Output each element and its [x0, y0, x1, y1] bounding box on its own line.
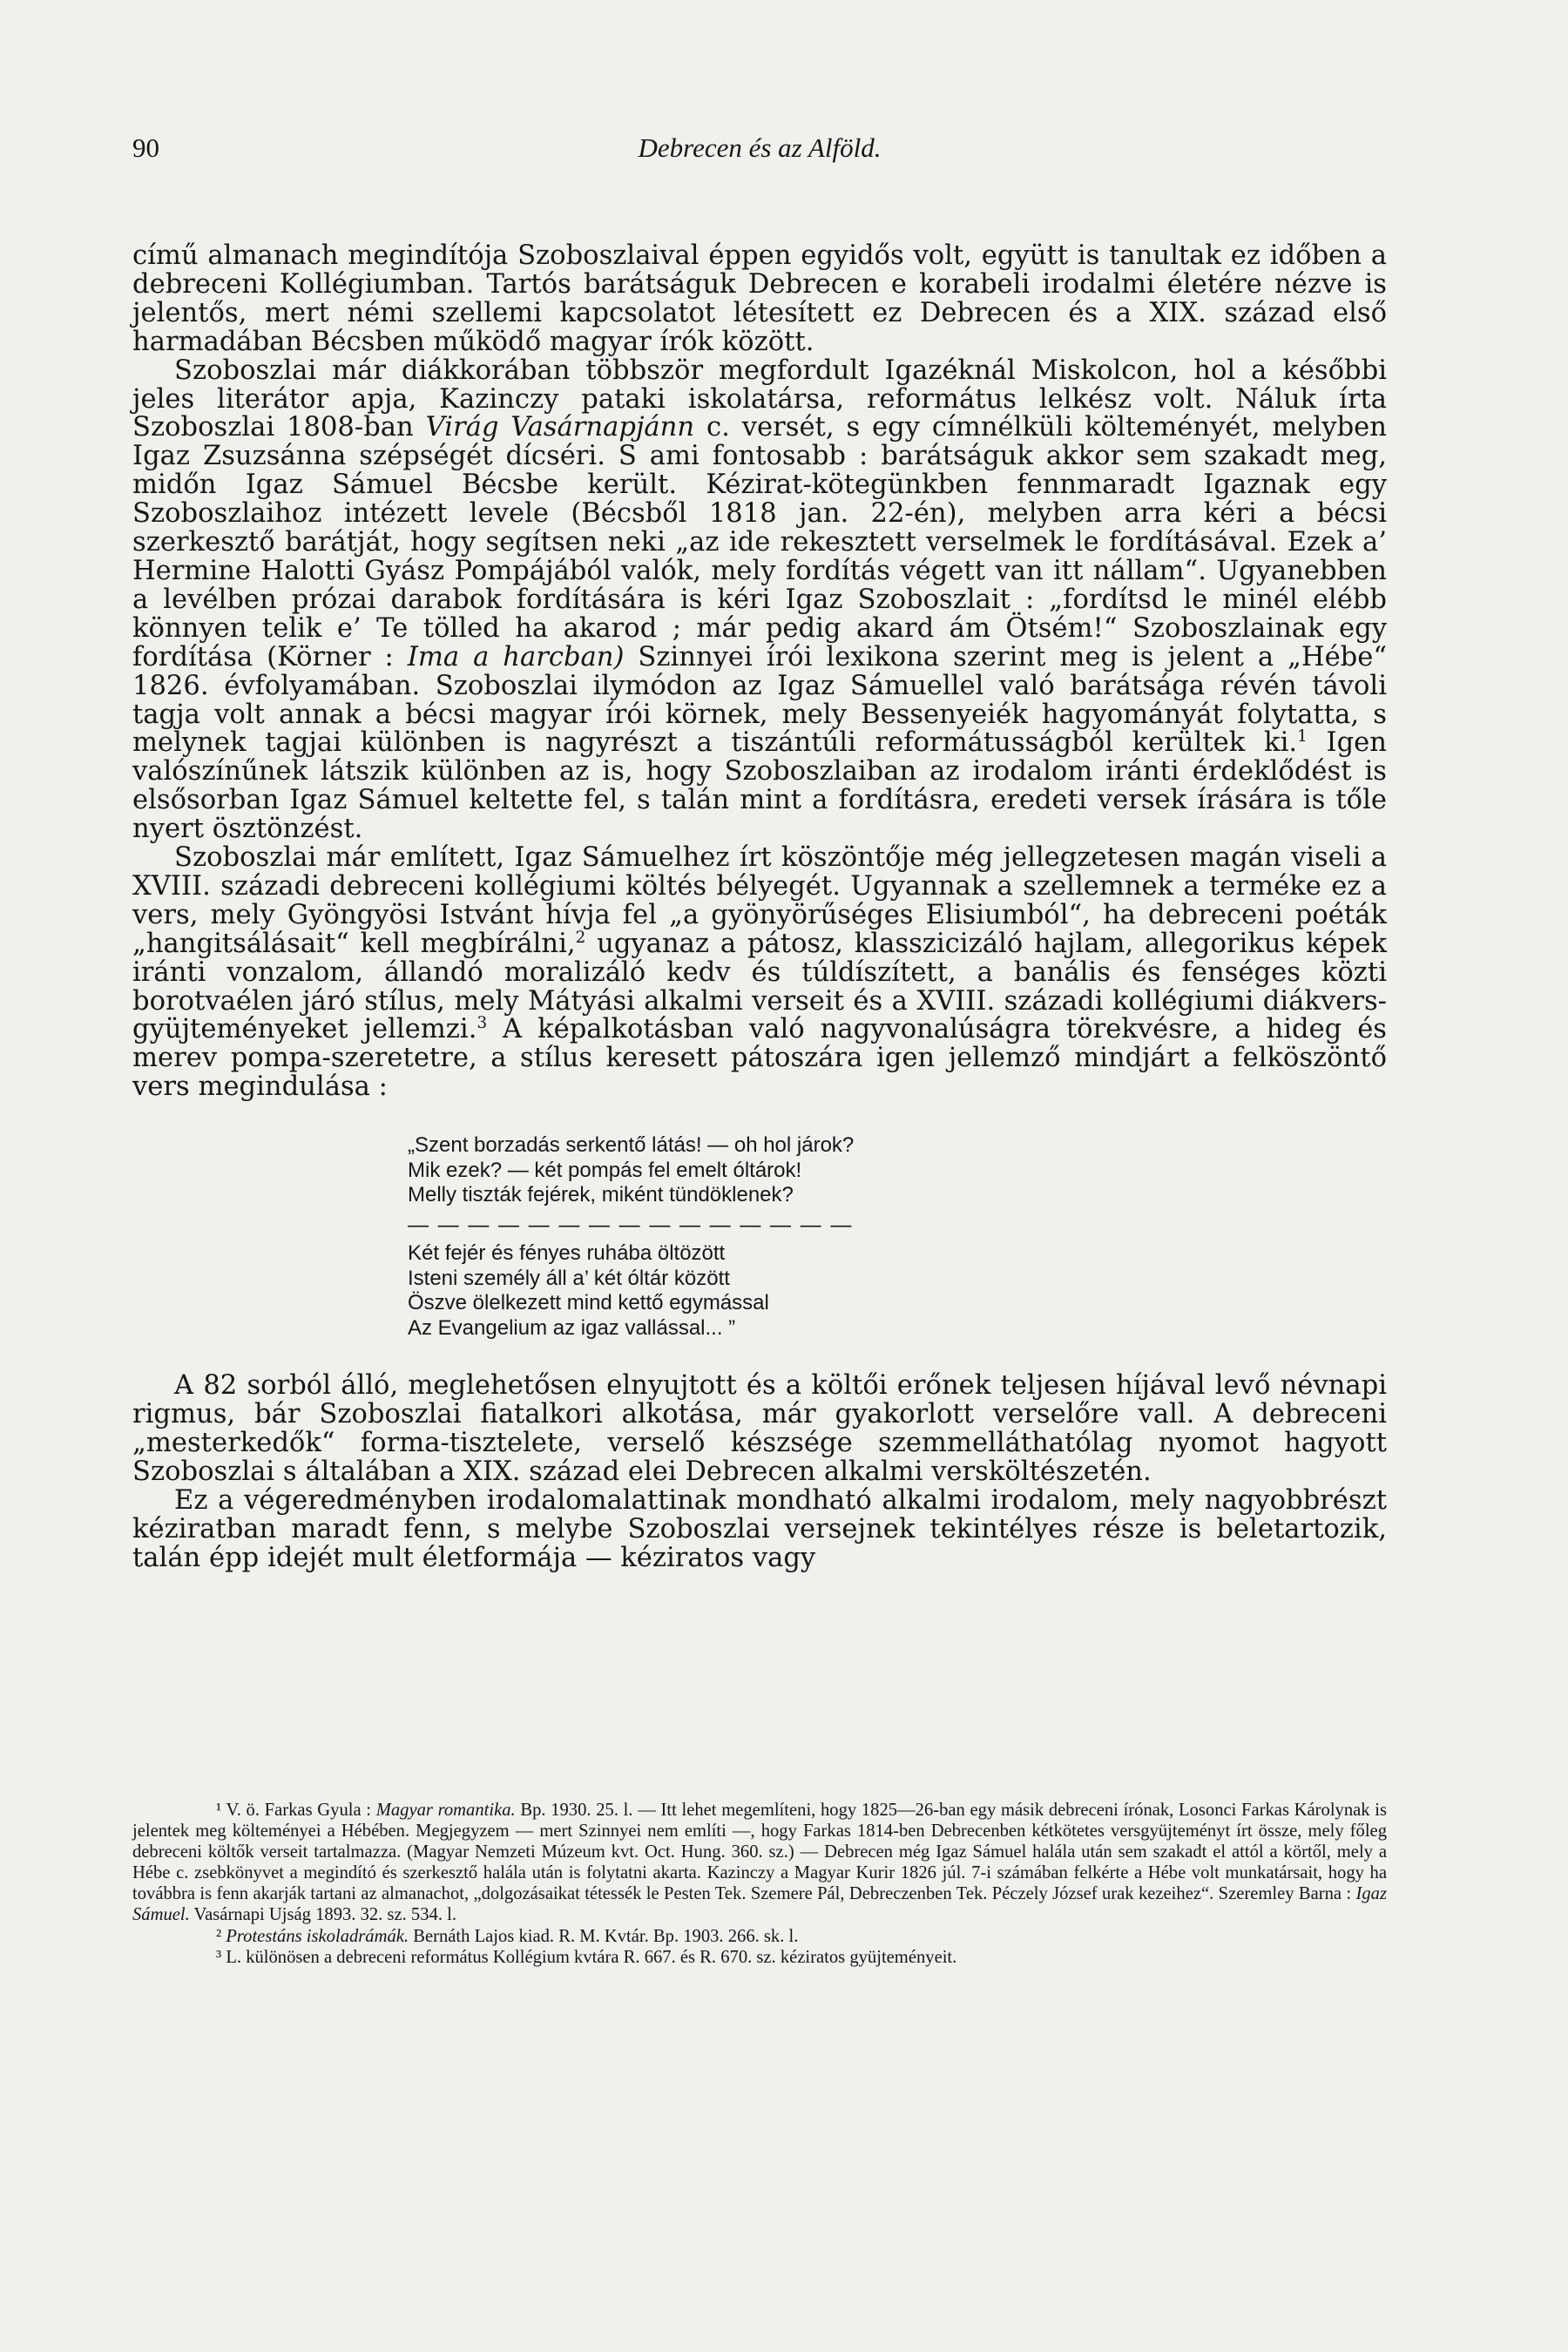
italic-title: Igaz Sámuel. — [132, 1884, 1387, 1925]
paragraph — [132, 1372, 1387, 1487]
text-run: Szinnyei írói lexikona szerint meg is jelent a „Hébe“ 1826. évfolyamában. Szoboszlai ilymódon az Igaz Sámuellel való barátsága révén távoli tagja volt annak a bécsi magyar írói körnek, mely Bessenyeiék hagyományát folytatta, s melynek tagjai különben is nagyrészt a tiszántúli reformátusságból kerültek ki. — [132, 641, 1388, 759]
text-run: ugyanaz a pátosz, klasszicizáló hajlam, allegorikus képek iránti vonzalom, állandó moralizáló kedv és túldíszített, a banális és fenséges közti borotvaélen járó stílus, mely Mátyási alkalmi verseit és a XVIII. századi kollégiumi diákvers-gyüjteményeket jellemzi. — [132, 928, 1387, 1045]
poem-stanza-a — [408, 1133, 1387, 1208]
paragraph — [132, 357, 1387, 844]
poem-line: Mik ezek? — két pompás fel emelt óltárok! — [408, 1158, 802, 1182]
paragraph — [132, 1484, 1387, 1573]
paragraphs-after-poem — [132, 1372, 1387, 1572]
text-run: A képalkotásban való nagyvonalúságra törekvésre, a hideg és merev pompa-szeretetre, a stílus keresett pátoszára igen jellemző mindjárt a felköszöntő vers megindulása : — [132, 1014, 1387, 1103]
text-run: Vasárnapi Ujság 1893. 32. sz. 534. l. — [189, 1905, 456, 1925]
poem-line: Melly tiszták fejérek, miként tündöklenek? — [408, 1183, 794, 1207]
poem-line: Az Evangelium az igaz vallással... ” — [408, 1315, 736, 1340]
footnote — [132, 1926, 1387, 1947]
paragraph — [132, 844, 1387, 1102]
text-run: ² — [216, 1926, 226, 1946]
page-number: 90 — [132, 132, 159, 163]
footnote — [132, 1947, 1387, 1968]
text-run: c. versét, s egy címnélküli költeményét, melyben Igaz Zsuzsánna szépségét dícséri. S ami fontosabb : barátságuk akkor sem szakadt meg, midőn Igaz Sámuel Bécsbe került. Kézirat-kötegünkben fennmaradt Igaznak egy Szoboszlaihoz intézett levele (Bécsből 1818 jan. 22-én), melyben arra kéri a bécsi szerkesztő barátját, hogy segítsen neki „az ide rekesztett verselmek le fordításával. Ezek a’ Hermine Halotti Gyász Pompájából valók, mely fordítás végett van itt nállam“. Ugyanebben a levélben prózai darabok fordítására is kéri Igaz Szoboszlait : „fordítsd le minél elébb könnyen telik e’ Te tölled ha akarod ; már pedig akard ám Ötsém!“ Szoboszlainak egy fordítása (Körner : — [132, 412, 1387, 672]
poem-line: „Szent borzadás serkentő látás! — oh hol járok? — [408, 1133, 855, 1158]
text-run: Szoboszlai már diákkorában többször megfordult Igazéknál Miskolcon, hol a későbbi jeles literátor apja, Kazinczy pataki iskolatársa, református lelkész volt. Náluk írta Szoboszlai 1808-ban — [132, 355, 1387, 443]
footnote — [132, 1800, 1387, 1926]
footnote-ref: 2 — [575, 928, 586, 947]
text-run: Bernáth Lajos kiad. R. M. Kvtár. Bp. 1903. 266. sk. l. — [409, 1926, 799, 1946]
paragraph — [132, 242, 1387, 357]
text-run: ³ L. különösen a debreceni református Kollégium kvtára R. 667. és R. 670. sz. kéziratos gyüjteményeit. — [216, 1947, 957, 1967]
poem-stanza-b — [408, 1241, 1387, 1341]
text-run: A 82 sorból álló, meglehetősen elnyujtott és a költői erőnek teljesen híjával levő névnapi rigmus, bár Szoboszlai fiatalkori alkotása, már gyakorlott verselőre vall. A debreceni „mesterkedők“ forma-tisztelete, verselő készsége szemmelláthatólag nyomot hagyott Szoboszlai s általában a XIX. század elei Debrecen alkalmi versköltészetén. — [132, 1370, 1387, 1487]
text-run: című almanach megindítója Szoboszlaival éppen egyidős volt, együtt is tanultak ez időben a debreceni Kollégiumban. Tartós barátságuk Debrecen e korabeli irodalmi életére nézve is jelentős, mert némi szellemi kapcsolatot létesített ez Debrecen és a XIX. század első harmadában Bécsben működő magyar írók között. — [132, 240, 1387, 357]
poem-line: Öszve ölelkezett mind kettő egymással — [408, 1291, 769, 1315]
poem-line: Két fejér és fényes ruhába öltözött — [408, 1241, 726, 1266]
text-run: Szoboszlai már említett, Igaz Sámuelhez írt köszöntője még jellegzetesen magán viseli a XVIII. századi debreceni kollégiumi költés bélyegét. Ugyannak a szellemnek a terméke ez a vers, mely Gyöngyösi Istvánt hívja fel „a gyönyörűséges Elisiumból“, ha debreceni poéták „hangitsálásait“ kell megbírálni, — [132, 842, 1387, 959]
italic-title: Virág Vasárnapjánn — [425, 412, 695, 443]
poem-line: Isteni személy áll a’ két óltár között — [408, 1266, 730, 1290]
quoted-poem — [408, 1133, 1387, 1341]
italic-title: Magyar romantika. — [375, 1801, 516, 1820]
text-run: Igen valószínűnek látszik különben az is, hogy Szoboszlaiban az irodalom iránti érdeklődést is elsősorban Igaz Sámuel keltette fel, s talán mint a fordításra, eredeti versek írására is tőle nyert ösztönzést. — [132, 727, 1387, 845]
footnote-ref: 1 — [1297, 727, 1308, 747]
page-header — [132, 132, 1387, 167]
text-run: Bp. 1930. 25. l. — Itt lehet megemlíteni, hogy 1825—26-ban egy másik debreceni írónak, Losonci Farkas Károlynak is jelentek meg költeményei a Hébében. Megjegyzem — mert Szinnyei nem említi —, hogy Farkas 1814-ben Debrecenben kétkötetes versgyüjteményt írt össze, mely főleg debreceni költők verseit tartalmazza. (Magyar Nemzeti Múzeum kvt. Oct. Hung. 360. sz.) — Debrecen még Igaz Sámuel halála után sem szakadt el attól a körtől, mely a Hébe c. zsebkönyvet a megindító és szerkesztő halála után is folytatni akarta. Kazinczy a Magyar Kurir 1826 júl. 7-i számában felkérte a Hébe volt munkatársait, hogy ha továbbra is fenn akarják tartani az almanachot, „dolgozásaikat tétessék le Pesten Tek. Szemere Pál, Debreczenben Tek. Péczely József urak kezeihez“. Szeremley Barna : — [132, 1801, 1387, 1904]
footnote-ref: 3 — [476, 1014, 488, 1033]
poem-separator: — — — — — — — — — — — — — — — — [408, 1213, 854, 1237]
footnotes — [132, 1800, 1387, 1968]
running-title: Debrecen és az Alföld. — [638, 132, 882, 163]
italic-title: Ima a harcban) — [407, 641, 625, 672]
italic-title: Protestáns iskoladrámák. — [226, 1926, 409, 1946]
text-run: ¹ V. ö. Farkas Gyula : — [216, 1801, 376, 1820]
paragraphs-before-poem — [132, 242, 1387, 1102]
text-run: Ez a végeredményben irodalomalattinak mondható alkalmi irodalom, mely nagyobbrészt kéziratban maradt fenn, s melybe Szoboszlai versejnek tekintélyes része is beletartozik, talán épp idejét mult életformája — kéziratos vagy — [132, 1484, 1387, 1573]
main-text — [132, 242, 1387, 1573]
